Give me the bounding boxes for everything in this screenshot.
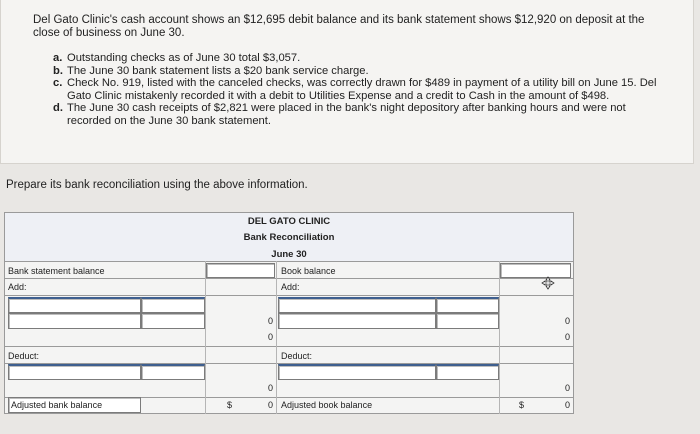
problem-item-c bbox=[53, 77, 673, 102]
bank-add-total-2: 0 bbox=[267, 332, 273, 342]
instruction-text: Prepare its bank reconciliation using the above information. bbox=[6, 179, 308, 191]
bank-currency-symbol: $ bbox=[227, 400, 233, 410]
bank-add-description-input-1[interactable] bbox=[8, 297, 141, 313]
problem-item-d bbox=[53, 102, 673, 127]
divider bbox=[5, 295, 573, 296]
column-divider bbox=[205, 261, 206, 414]
bank-statement-balance-input[interactable] bbox=[206, 263, 275, 278]
item-text: Outstanding checks as of June 30 total $3,057. bbox=[67, 52, 301, 64]
book-currency-symbol: $ bbox=[519, 400, 525, 410]
book-balance-label: Book balance bbox=[281, 266, 336, 276]
item-text: The June 30 cash receipts of $2,821 were placed in the bank's night depository after banking hours and were not recorded on the June 30 bank statement. bbox=[67, 102, 626, 127]
adjusted-bank-balance-label: Adjusted bank balance bbox=[11, 400, 103, 410]
divider bbox=[5, 278, 573, 279]
problem-items bbox=[53, 52, 673, 128]
problem-item-a bbox=[53, 52, 673, 65]
book-add-total-2: 0 bbox=[564, 332, 570, 342]
bank-statement-balance-label: Bank statement balance bbox=[8, 266, 105, 276]
bank-deduct-total: 0 bbox=[267, 383, 273, 393]
column-divider bbox=[276, 261, 277, 414]
book-deduct-total: 0 bbox=[564, 383, 570, 393]
bank-deduct-amount-input[interactable] bbox=[141, 364, 205, 380]
bank-reconciliation-table bbox=[4, 212, 574, 414]
item-key: c. bbox=[53, 77, 63, 90]
book-add-description-input-2[interactable] bbox=[278, 313, 436, 329]
item-key: d. bbox=[53, 102, 63, 115]
divider bbox=[5, 261, 573, 262]
book-add-total-1: 0 bbox=[564, 316, 570, 326]
book-add-amount-input-1[interactable] bbox=[436, 297, 499, 313]
book-deduct-amount-input[interactable] bbox=[436, 364, 499, 380]
book-add-label: Add: bbox=[281, 282, 300, 292]
item-key: a. bbox=[53, 52, 63, 64]
problem-intro: Del Gato Clinic's cash account shows an $12,695 debit balance and its bank statement shows $12,920 on deposit at the close of business on June 30. bbox=[33, 14, 645, 39]
book-add-amount-input-2[interactable] bbox=[436, 313, 499, 329]
bank-deduct-description-input[interactable] bbox=[8, 364, 141, 380]
statement-date: June 30 bbox=[271, 249, 307, 260]
book-add-description-input-1[interactable] bbox=[278, 297, 436, 313]
item-key: b. bbox=[53, 64, 63, 77]
problem-panel bbox=[0, 0, 694, 164]
company-name: DEL GATO CLINIC bbox=[247, 216, 331, 227]
statement-title: Bank Reconciliation bbox=[243, 232, 335, 243]
bank-add-label: Add: bbox=[8, 282, 27, 292]
item-text: The June 30 bank statement lists a $20 bank service charge. bbox=[67, 64, 369, 77]
item-text: Check No. 919, listed with the canceled checks, was correctly drawn for $489 in payment of a utility bill on June 15. Del Gato Clinic mistakenly recorded it with a debit to Utilities Expense and a credit to Cash in the amount of $498. bbox=[67, 77, 657, 102]
adjusted-book-balance-value: 0 bbox=[564, 400, 570, 410]
book-balance-input[interactable] bbox=[500, 263, 571, 278]
bank-deduct-label: Deduct: bbox=[8, 351, 40, 361]
bank-add-amount-input-2[interactable] bbox=[141, 313, 205, 329]
adjusted-bank-balance-value: 0 bbox=[267, 400, 273, 410]
book-deduct-description-input[interactable] bbox=[278, 364, 436, 380]
bank-add-amount-input-1[interactable] bbox=[141, 297, 205, 313]
problem-item-b bbox=[53, 65, 673, 78]
bank-add-description-input-2[interactable] bbox=[8, 313, 141, 329]
move-cursor-icon bbox=[541, 276, 555, 290]
adjusted-book-balance-label: Adjusted book balance bbox=[281, 400, 373, 410]
table-header bbox=[5, 213, 573, 261]
divider bbox=[5, 346, 573, 347]
book-deduct-label: Deduct: bbox=[281, 351, 313, 361]
bank-add-total-1: 0 bbox=[267, 316, 273, 326]
column-divider bbox=[499, 261, 500, 414]
